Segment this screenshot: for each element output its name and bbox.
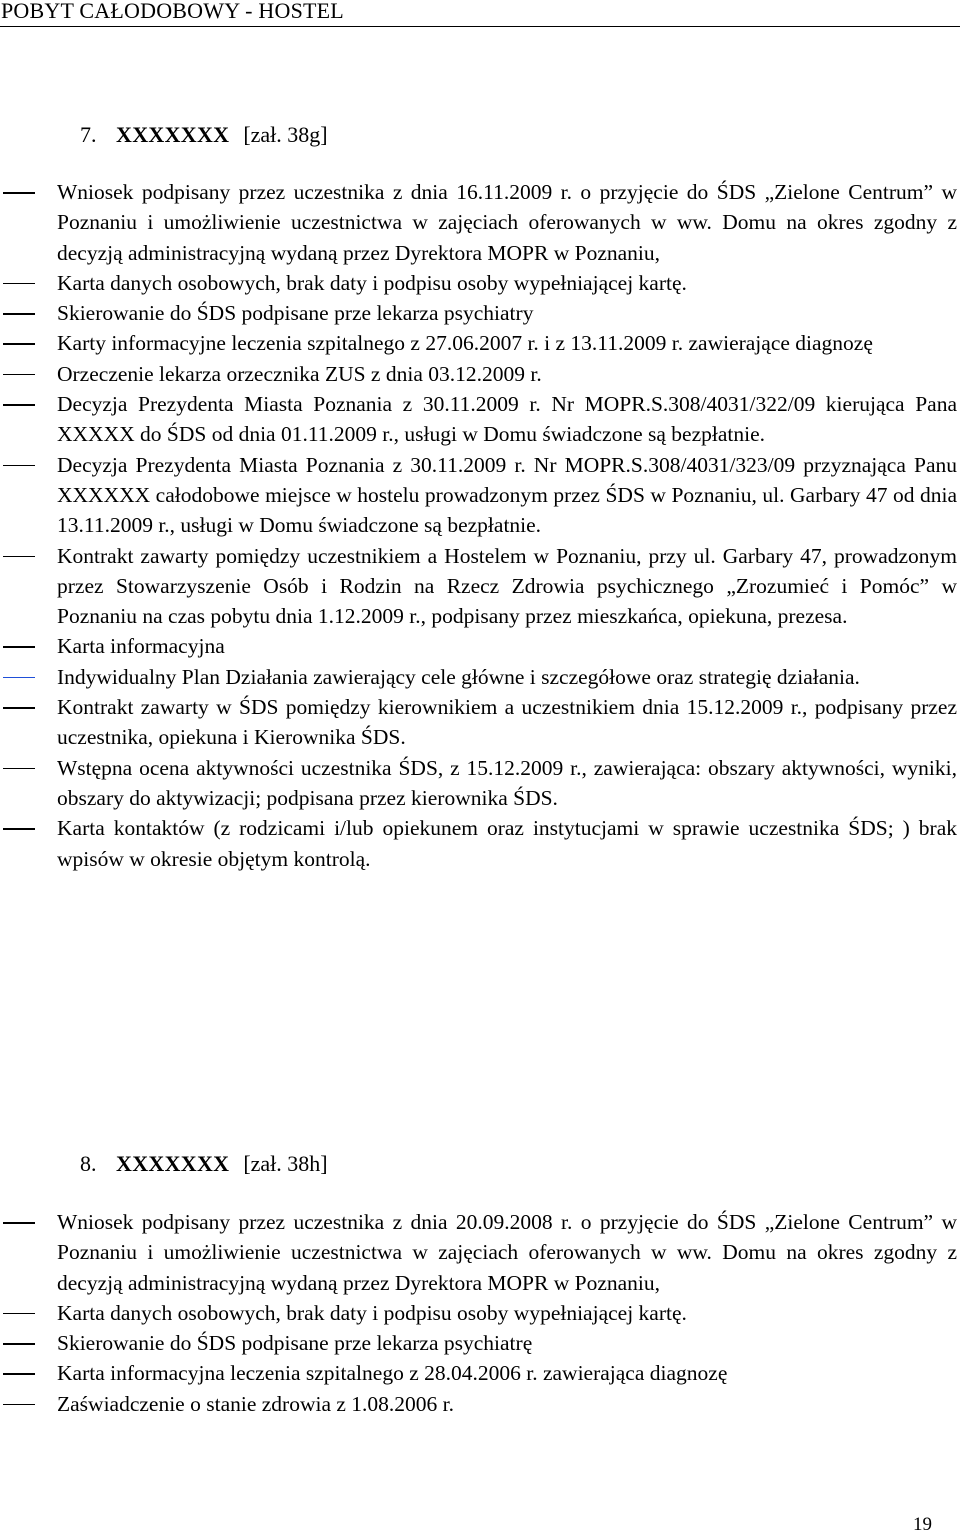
list-item — [0, 662, 960, 692]
list-item-text: Zaświadczenie o stanie zdrowia z 1.08.2006 r. — [57, 1391, 455, 1416]
page-number: 19 — [913, 1514, 932, 1535]
list-item-text: Decyzja Prezydenta Miasta Poznania z 30.11.2009 r. Nr MOPR.S.308/4031/323/09 przyznająca Panu XXXXXX całodobowe miejsce w hostelu prowadzonym przez ŚDS w Poznaniu, ul. Garbary 47 od dnia 13.11.2009 r., usługi w Domu świadczone są bezpłatnie. — [57, 452, 957, 538]
list-item-text: Karta kontaktów (z rodzicami i/lub opiekunem oraz instytucjami w sprawie uczestnika ŚDS; ) brak wpisów w okresie objętym kontrolą. — [57, 816, 957, 871]
list-item — [0, 1389, 960, 1419]
list-item-text: Wniosek podpisany przez uczestnika z dnia 20.09.2008 r. o przyjęcie do ŚDS „Zielone Centrum” w Poznaniu i umożliwienie uczestnictwa w zajęciach oferowanych w ww. Domu na okres zgodny z decyzją administracyjną wydaną przez Dyrektora MOPR w Poznaniu, — [57, 1210, 957, 1295]
list-item-text: Karta danych osobowych, brak daty i podpisu osoby wypełniającej kartę. — [57, 270, 687, 295]
list-item — [0, 177, 960, 268]
list-item-text: Wniosek podpisany przez uczestnika z dnia 16.11.2009 r. o przyjęcie do ŚDS „Zielone Centrum” w Poznaniu i umożliwienie uczestnictwa w zajęciach oferowanych w ww. Domu na okres zgodny z decyzją administracyjną wydaną przez Dyrektora MOPR w Poznaniu, — [57, 180, 957, 265]
dash-bullet — [3, 768, 35, 770]
document-list — [0, 177, 960, 874]
dash-bullet — [3, 1343, 35, 1345]
list-item-text: Karta informacyjna — [57, 634, 225, 659]
list-item-text: Skierowanie do ŚDS podpisane prze lekarza psychiatry — [57, 301, 534, 326]
list-item — [0, 1298, 960, 1328]
dash-bullet — [3, 192, 35, 194]
section-heading — [80, 1149, 328, 1179]
list-item — [0, 359, 960, 389]
header-divider — [0, 26, 960, 27]
dash-bullet — [3, 1404, 35, 1406]
section-heading — [80, 120, 328, 150]
dash-bullet — [3, 828, 35, 830]
section-name: XXXXXXX — [116, 1151, 230, 1176]
list-item — [0, 328, 960, 358]
list-item-text: Kontrakt zawarty w ŚDS pomiędzy kierownikiem a uczestnikiem dnia 15.12.2009 r., podpisany przez uczestnika, opiekuna i Kierownika ŚDS. — [57, 695, 957, 750]
dash-bullet — [3, 283, 35, 285]
list-item-text: Karta danych osobowych, brak daty i podpisu osoby wypełniającej kartę. — [57, 1300, 687, 1325]
dash-bullet — [3, 1373, 35, 1375]
list-item — [0, 1358, 960, 1388]
dash-bullet — [3, 677, 35, 679]
list-item-text: Indywidualny Plan Działania zawierający cele główne i szczegółowe oraz strategię działania. — [57, 664, 860, 689]
section-number: 8. — [80, 1151, 97, 1176]
document-list — [0, 1207, 960, 1419]
list-item — [0, 298, 960, 328]
list-item — [0, 541, 960, 632]
list-item-text: Decyzja Prezydenta Miasta Poznania z 30.11.2009 r. Nr MOPR.S.308/4031/322/09 kierująca Pana XXXXX do ŚDS od dnia 01.11.2009 r., usługi w Domu świadczone są bezpłatnie. — [57, 392, 957, 447]
dash-bullet — [3, 707, 35, 709]
dash-bullet — [3, 404, 35, 406]
list-item — [0, 692, 960, 753]
dash-bullet — [3, 1313, 35, 1315]
list-item — [0, 813, 960, 874]
list-item-text: Kontrakt zawarty pomiędzy uczestnikiem a Hostelem w Poznaniu, przy ul. Garbary 47, prowadzonym przez Stowarzyszenie Osób i Rodzin na Rzecz Zdrowia psychicznego „Zrozumieć i Pomóc” w Poznaniu na czas pobytu dnia 1.12.2009 r., podpisany przez mieszkańca, opiekuna, prezesa. — [57, 543, 957, 629]
list-item-text: Karta informacyjna leczenia szpitalnego z 28.04.2006 r. zawierająca diagnozę — [57, 1361, 728, 1386]
section-name: XXXXXXX — [116, 122, 230, 147]
dash-bullet — [3, 313, 35, 315]
list-item — [0, 1207, 960, 1298]
list-item-text: Wstępna ocena aktywności uczestnika ŚDS, z 15.12.2009 r., zawierająca: obszary aktywności, wyniki, obszary do aktywizacji; podpisana przez kierownika ŚDS. — [57, 755, 957, 810]
page-header-title: POBYT CAŁODOBOWY - HOSTEL — [1, 0, 344, 23]
dash-bullet — [3, 646, 35, 648]
dash-bullet — [3, 556, 35, 558]
list-item — [0, 268, 960, 298]
list-item — [0, 389, 960, 450]
list-item-text: Karty informacyjne leczenia szpitalnego z 27.06.2007 r. i z 13.11.2009 r. zawierające diagnozę — [57, 331, 873, 356]
section-attachment-ref: [zał. 38h] — [243, 1151, 328, 1176]
dash-bullet — [3, 343, 35, 345]
list-item — [0, 1328, 960, 1358]
dash-bullet — [3, 465, 35, 467]
list-item — [0, 631, 960, 661]
dash-bullet — [3, 374, 35, 376]
section-number: 7. — [80, 122, 97, 147]
list-item-text: Orzeczenie lekarza orzecznika ZUS z dnia 03.12.2009 r. — [57, 361, 542, 386]
list-item — [0, 450, 960, 541]
list-item — [0, 753, 960, 814]
list-item-text: Skierowanie do ŚDS podpisane prze lekarza psychiatrę — [57, 1331, 533, 1356]
section-attachment-ref: [zał. 38g] — [243, 122, 328, 147]
dash-bullet — [3, 1222, 35, 1224]
